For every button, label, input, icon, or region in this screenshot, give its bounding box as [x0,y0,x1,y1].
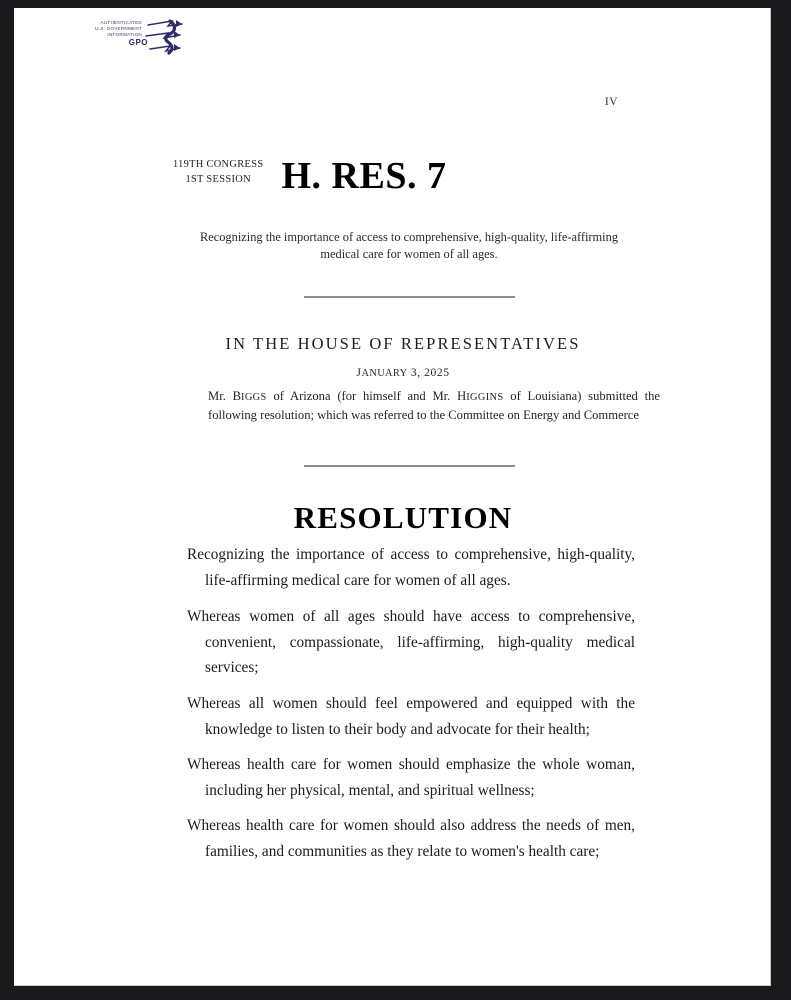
page-number-marker: IV [604,96,618,108]
seal-text-block [95,20,142,39]
bill-title-row [173,156,633,196]
congress-label: 119TH CONGRESS [173,159,264,170]
divider-rule-bottom [304,465,515,467]
seal-line-information: INFORMATION [107,32,142,38]
seal-line-government: U.S. GOVERNMENT [95,26,142,32]
sponsor-statement: Mr. BIGGS of Arizona (for himself and Mr. HIGGINS of Louisiana) submitted the following resolution; which was referred to the Committee on Energy and Commerce [208,389,660,422]
bill-number: H. RES. 7 [281,155,447,197]
clause-lead: Recognizing the importance of access to comprehensive, high-quality, life-affirming medical care for women of all ages. [187,546,635,589]
whereas-clause: Whereas all women should feel empowered and equipped with the knowledge to listen to their body and advocate for their health; [187,694,635,738]
whereas-clause: Whereas health care for women should emphasize the whole woman, including her physical, mental, and spiritual wellness; [187,756,635,799]
seal-gpo-label: GPO [128,38,148,47]
session-label: 1ST SESSION [185,173,251,185]
chamber-heading: IN THE HOUSE OF REPRESENTATIVES [225,334,581,353]
resolution-heading: RESOLUTION [293,500,513,535]
bill-subtitle: Recognizing the importance of access to comprehensive, high-quality, life-affirming medical care for women of all ages. [199,230,619,261]
whereas-clause: Whereas women of all ages should have access to comprehensive, convenient, compassionate, life-affirming, high-quality medical services; [187,608,635,677]
congress-session-block [173,158,263,196]
action-date: JANUARY 3, 2025 [356,366,450,379]
divider-rule-top [304,296,515,298]
gpo-authentication-seal [74,14,194,60]
resolution-body [187,542,635,865]
document-page [14,8,771,986]
seal-line-authenticated: AUTHENTICATED [100,20,142,25]
whereas-clause: Whereas health care for women should also address the needs of men, families, and communities as they relate to women's health care; [187,817,635,860]
eagle-icon [142,16,190,58]
